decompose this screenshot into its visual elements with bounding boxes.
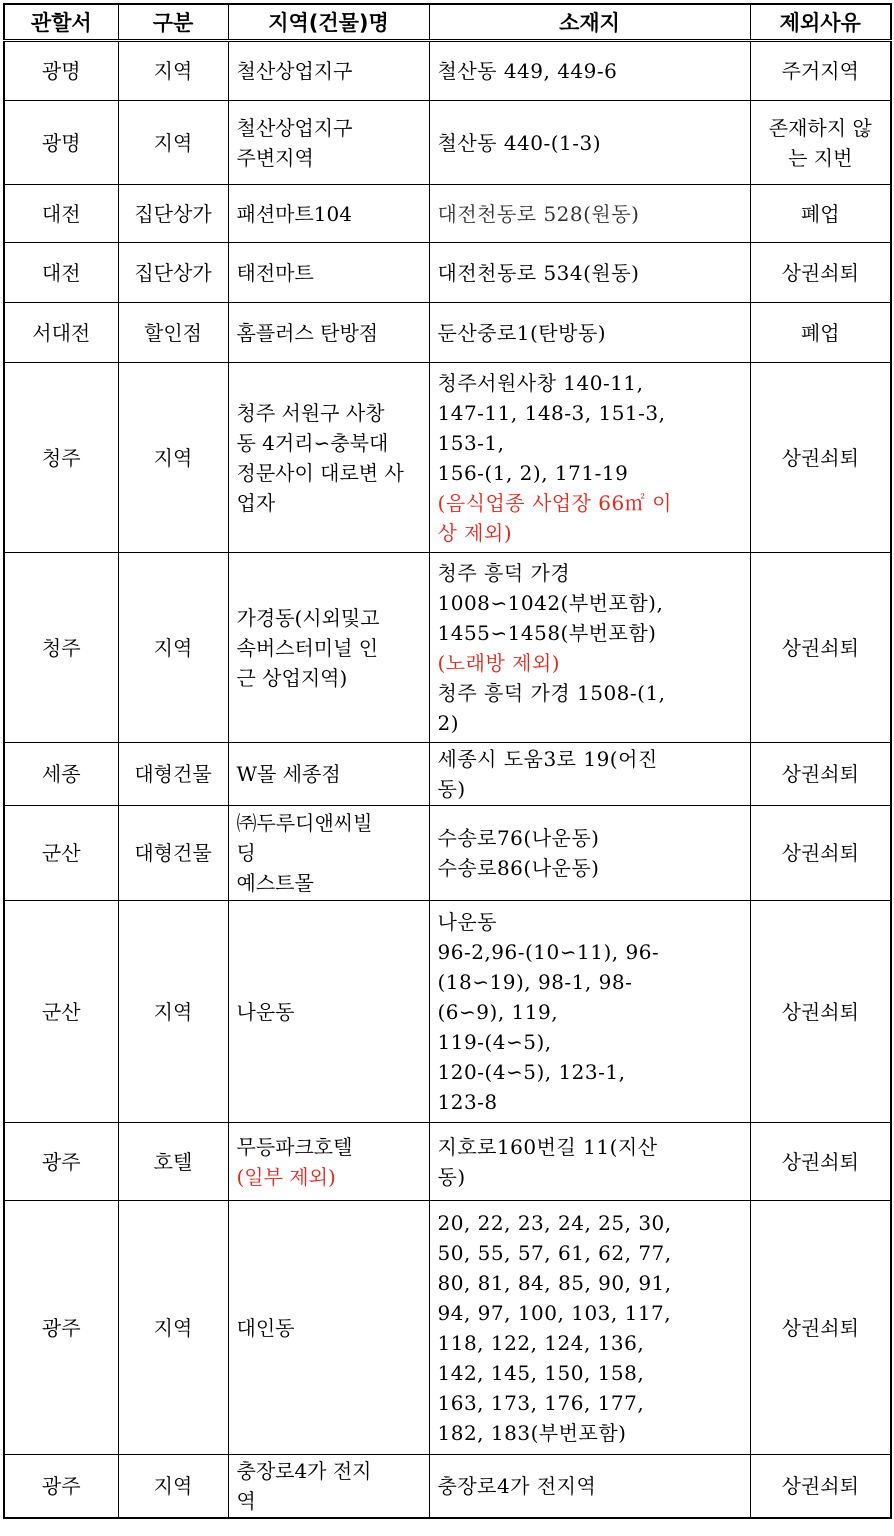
cell-line: 속버스터미널 인 [236, 635, 379, 660]
cell-line: 충장로4가 전지역 [437, 1473, 597, 1498]
cell-line: 118, 122, 124, 136, [437, 1330, 645, 1355]
cell-line: 청주 흥덕 가경 1508-(1, [437, 680, 666, 705]
header-row [4, 4, 891, 41]
cell-line: 폐업 [800, 201, 840, 226]
cell-line: 청주 서원구 사창 [236, 400, 385, 425]
cell-line: 123-8 [437, 1089, 498, 1114]
cell-office: 군산 [4, 901, 118, 1123]
table-row [4, 1201, 891, 1455]
cell-line: 상권쇠퇴 [781, 762, 859, 786]
header-address: 소재지 [429, 4, 750, 41]
cell-address [429, 743, 750, 806]
cell-line: 청주 흥덕 가경 [437, 560, 571, 585]
cell-line: 폐업 [800, 320, 840, 345]
cell-reason [750, 553, 891, 743]
cell-address [429, 1123, 750, 1201]
cell-line: 대전천동로 534(원동) [437, 260, 640, 285]
cell-line: 철산동 440-(1-3) [437, 130, 602, 155]
cell-address [429, 553, 750, 743]
cell-line: 153-1, [437, 430, 505, 455]
cell-office: 대전 [4, 185, 118, 243]
cell-line: 동 4거리∽충북대 [236, 430, 389, 455]
cell-category: 지역 [118, 553, 228, 743]
cell-line: 상권쇠퇴 [781, 841, 859, 865]
cell-address [429, 1455, 750, 1518]
cell-line: 지호로160번길 11(지산 [437, 1134, 658, 1159]
cell-name [228, 243, 429, 303]
cell-address [429, 303, 750, 363]
cell-line: 대전천동로 528(원동) [437, 201, 640, 226]
cell-line: 동) [437, 777, 466, 801]
cell-line: 근 상업지역) [236, 665, 348, 690]
cell-reason [750, 1455, 891, 1518]
cell-line: 패션마트104 [236, 201, 352, 226]
cell-office: 광주 [4, 1455, 118, 1518]
cell-line: (음식업종 사업장 66㎡ 이 [437, 490, 672, 515]
table-row [4, 806, 891, 901]
cell-name [228, 1123, 429, 1201]
cell-name [228, 1201, 429, 1455]
table-row [4, 553, 891, 743]
cell-office: 서대전 [4, 303, 118, 363]
cell-name [228, 185, 429, 243]
header-category: 구분 [118, 4, 228, 41]
cell-line: 상 제외) [437, 520, 513, 545]
cell-line: (18∽19), 98-1, 98- [437, 969, 633, 994]
cell-office: 광명 [4, 41, 118, 101]
cell-line: 119-(4∽5), [437, 1029, 552, 1054]
cell-line: 20, 22, 23, 24, 25, 30, [437, 1210, 672, 1235]
cell-office: 청주 [4, 553, 118, 743]
table-row [4, 303, 891, 363]
cell-line: 1455∽1458(부번포함) [437, 620, 657, 645]
cell-line: 충장로4가 전지 [236, 1458, 372, 1483]
cell-reason [750, 1123, 891, 1201]
cell-line: 147-11, 148-3, 151-3, [437, 400, 666, 425]
header-reason: 제외사유 [750, 4, 891, 41]
cell-name [228, 41, 429, 101]
cell-reason [750, 185, 891, 243]
cell-office: 광명 [4, 101, 118, 185]
cell-line: (일부 제외) [236, 1164, 336, 1189]
cell-name [228, 363, 429, 553]
cell-line: 상권쇠퇴 [781, 1149, 859, 1174]
table-row [4, 901, 891, 1123]
cell-line: 수송로76(나운동) [437, 826, 600, 850]
cell-address [429, 243, 750, 303]
cell-line: 철산동 449, 449-6 [437, 59, 618, 83]
table-row [4, 243, 891, 303]
cell-name [228, 553, 429, 743]
cell-line: 가경동(시외및고 [236, 605, 380, 630]
cell-line: 업자 [236, 490, 276, 515]
cell-reason [750, 363, 891, 553]
cell-category: 할인점 [118, 303, 228, 363]
cell-line: 딩 [236, 841, 256, 865]
cell-category: 지역 [118, 41, 228, 101]
cell-name [228, 101, 429, 185]
cell-name [228, 1455, 429, 1518]
cell-category: 지역 [118, 1201, 228, 1455]
table-row [4, 363, 891, 553]
cell-name [228, 901, 429, 1123]
cell-name [228, 806, 429, 901]
cell-line: 청주서원사창 140-11, [437, 370, 644, 395]
cell-reason [750, 41, 891, 101]
cell-address [429, 901, 750, 1123]
cell-reason [750, 1201, 891, 1455]
cell-category: 집단상가 [118, 185, 228, 243]
cell-address [429, 101, 750, 185]
cell-line: (노래방 제외) [437, 650, 561, 675]
cell-line: 80, 81, 84, 85, 90, 91, [437, 1270, 672, 1295]
cell-line: 철산상업지구 [236, 59, 353, 83]
cell-line: 상권쇠퇴 [781, 1473, 859, 1498]
cell-category: 대형건물 [118, 743, 228, 806]
cell-line: 주거지역 [781, 59, 859, 83]
cell-line: 홈플러스 탄방점 [236, 320, 379, 345]
exclusion-table [3, 3, 892, 1519]
cell-line: 동) [437, 1164, 466, 1189]
cell-line: 는 지번 [788, 145, 853, 170]
cell-line: 163, 173, 176, 177, [437, 1390, 645, 1415]
cell-reason [750, 901, 891, 1123]
cell-line: 역 [236, 1488, 256, 1513]
cell-line: 둔산중로1(탄방동) [437, 320, 607, 345]
cell-office: 광주 [4, 1123, 118, 1201]
cell-office: 군산 [4, 806, 118, 901]
cell-line: 나운동 [437, 909, 497, 934]
cell-office: 대전 [4, 243, 118, 303]
cell-line: 182, 183(부번포함) [437, 1420, 627, 1445]
cell-line: 태전마트 [236, 260, 314, 285]
table-row [4, 185, 891, 243]
cell-line: 142, 145, 150, 158, [437, 1360, 645, 1385]
cell-line: 대인동 [236, 1315, 295, 1340]
cell-address [429, 363, 750, 553]
cell-line: 나운동 [236, 999, 295, 1024]
cell-line: 세종시 도움3로 19(어진 [437, 747, 658, 771]
table-row [4, 743, 891, 806]
cell-category: 호텔 [118, 1123, 228, 1201]
cell-line: 156-(1, 2), 171-19 [437, 460, 629, 485]
cell-line: 무등파크호텔 [236, 1134, 353, 1159]
cell-office: 세종 [4, 743, 118, 806]
cell-line: 2) [437, 710, 460, 735]
cell-office: 청주 [4, 363, 118, 553]
cell-line: 철산상업지구 [236, 115, 353, 140]
cell-line: 상권쇠퇴 [781, 999, 859, 1024]
cell-address [429, 1201, 750, 1455]
table-row [4, 1123, 891, 1201]
cell-reason [750, 101, 891, 185]
table-row [4, 41, 891, 101]
table-row [4, 1455, 891, 1518]
cell-category: 지역 [118, 363, 228, 553]
cell-line: 1008∽1042(부번포함), [437, 590, 664, 615]
cell-line: 상권쇠퇴 [781, 1315, 859, 1340]
cell-reason [750, 243, 891, 303]
cell-address [429, 185, 750, 243]
cell-line: 상권쇠퇴 [781, 635, 859, 660]
cell-reason [750, 743, 891, 806]
cell-line: 정문사이 대로변 사 [236, 460, 404, 485]
cell-reason [750, 806, 891, 901]
cell-line: 예스트몰 [236, 871, 314, 895]
header-name: 지역(건물)명 [228, 4, 429, 41]
cell-name [228, 743, 429, 806]
cell-line: 50, 55, 57, 61, 62, 77, [437, 1240, 672, 1265]
table-row [4, 101, 891, 185]
header-office: 관할서 [4, 4, 118, 41]
cell-line: 주변지역 [236, 145, 314, 170]
cell-category: 집단상가 [118, 243, 228, 303]
cell-line: 96-2,96-(10∽11), 96- [437, 939, 660, 964]
cell-category: 대형건물 [118, 806, 228, 901]
cell-category: 지역 [118, 1455, 228, 1518]
cell-line: 94, 97, 100, 103, 117, [437, 1300, 672, 1325]
cell-reason [750, 303, 891, 363]
cell-line: 수송로86(나운동) [437, 856, 600, 880]
cell-line: 존재하지 않 [768, 115, 872, 140]
cell-office: 광주 [4, 1201, 118, 1455]
cell-line: W몰 세종점 [236, 762, 341, 786]
cell-address [429, 806, 750, 901]
cell-line: ㈜두루디앤씨빌 [236, 811, 373, 835]
cell-line: 상권쇠퇴 [781, 445, 859, 470]
cell-line: 120-(4∽5), 123-1, [437, 1059, 626, 1084]
cell-line: (6∽9), 119, [437, 999, 559, 1024]
cell-category: 지역 [118, 101, 228, 185]
cell-name [228, 303, 429, 363]
cell-address [429, 41, 750, 101]
cell-category: 지역 [118, 901, 228, 1123]
cell-line: 상권쇠퇴 [781, 260, 859, 285]
